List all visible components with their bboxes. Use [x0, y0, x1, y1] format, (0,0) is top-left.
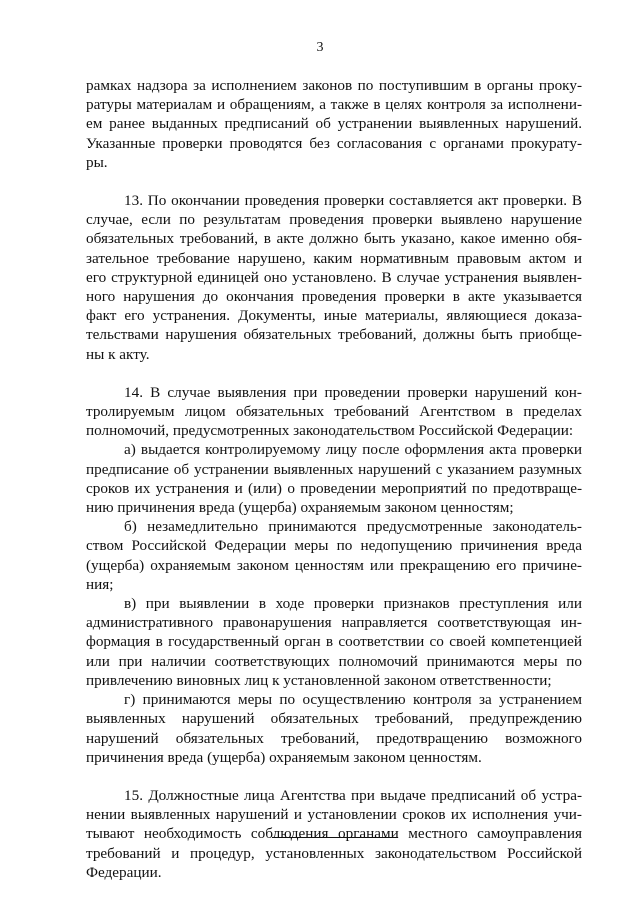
- text-line: нию причинения вреда (ущерба) охраняемым законом ценностям;: [86, 499, 514, 517]
- text-line: 13. По окончании проведения проверки составляется акт проверки. В: [124, 192, 582, 210]
- paragraph-item-14: [86, 383, 582, 441]
- text-line: а) выдается контролируемому лицу после оформления акта проверки: [124, 441, 582, 459]
- paragraph-continuation: [86, 76, 582, 172]
- document-body: [86, 76, 582, 882]
- text-line: факт его устранения. Документы, иные материалы, являющиеся доказа-: [86, 307, 582, 325]
- text-line: Федерации.: [86, 863, 162, 881]
- text-line: ством Российской Федерации меры по недопущению причинения вреда: [86, 537, 582, 555]
- text-line: требований и процедур, установленных законодательством Российской: [86, 844, 582, 862]
- text-line: Указанные проверки проводятся без согласования с органами прокурату-: [86, 134, 582, 152]
- text-line: обязательных требований, в акте должно быть указано, какое именно обя-: [86, 230, 582, 248]
- text-line: тывают необходимость соблюдения органами местного самоуправления: [86, 825, 582, 843]
- page-number: 3: [316, 40, 324, 55]
- text-line: случае, если по результатам проведения проверки выявлено нарушение: [86, 211, 582, 229]
- text-line: ного нарушения до окончания проведения проверки в акте указывается: [86, 288, 582, 306]
- paragraph-item-15: [86, 786, 582, 882]
- text-line: ем ранее выданных предписаний об устранении выявленных нарушений.: [86, 115, 582, 133]
- text-line: 15. Должностные лица Агентства при выдаче предписаний об устра-: [124, 786, 582, 804]
- text-line: сроков их устранения и (или) о проведении мероприятий по предотвраще-: [86, 479, 582, 497]
- text-line: его структурной единицей оно установлено. В случае устранения выявлен-: [86, 268, 582, 286]
- text-line: нарушений обязательных требований, предотвращению возможного: [86, 729, 582, 747]
- text-line: ния;: [86, 575, 114, 593]
- paragraph-item-13: [86, 191, 582, 364]
- text-line: причинения вреда (ущерба) охраняемым законом ценностям.: [86, 748, 482, 766]
- paragraph-item-14b: [86, 517, 582, 594]
- text-line: б) незамедлительно принимаются предусмотренные законодатель-: [124, 518, 582, 536]
- paragraph-item-14c: [86, 594, 582, 690]
- paragraph-gap: [86, 172, 582, 191]
- paragraph-item-14d: [86, 690, 582, 767]
- paragraph-gap: [86, 364, 582, 383]
- text-line: г) принимаются меры по осуществлению контроля за устранением: [124, 691, 582, 709]
- text-line: выявленных нарушений обязательных требований, предупреждению: [86, 710, 582, 728]
- text-line: в) при выявлении в ходе проверки признаков преступления или: [124, 595, 582, 613]
- text-line: зательное требование нарушено, каким нормативным правовым актом и: [86, 249, 582, 267]
- text-line: привлечению виновных лиц к установленной законом ответственности;: [86, 671, 552, 689]
- text-line: нении выявленных нарушений и установлении сроков их исполнения учи-: [86, 806, 582, 824]
- text-line: или при наличии соответствующих полномочий принимаются меры по: [86, 652, 582, 670]
- text-line: (ущерба) охраняемым законом ценностям или прекращению его причине-: [86, 556, 582, 574]
- paragraph-gap: [86, 767, 582, 786]
- text-line: административного правонарушения направляется соответствующая ин-: [86, 614, 582, 632]
- text-line: рамках надзора за исполнением законов по поступившим в органы проку-: [86, 77, 582, 94]
- end-of-document-rule: [272, 837, 398, 838]
- text-line: тельствами нарушения обязательных требований, должны быть приобще-: [86, 326, 582, 344]
- text-line: предписание об устранении выявленных нарушений с указанием разумных: [86, 460, 582, 478]
- text-line: ратуры материалам и обращениям, а также в целях контроля за исполнени-: [86, 96, 582, 114]
- text-line: ны к акту.: [86, 345, 150, 363]
- text-line: полномочий, предусмотренных законодательством Российской Федерации:: [86, 422, 574, 440]
- text-line: ры.: [86, 153, 108, 171]
- paragraph-item-14a: [86, 440, 582, 517]
- text-line: тролируемым лицом обязательных требований Агентством в пределах: [86, 403, 582, 421]
- text-line: формация в государственный орган в соответствии со своей компетенцией: [86, 633, 582, 651]
- text-line: 14. В случае выявления при проведении проверки нарушений кон-: [124, 383, 582, 401]
